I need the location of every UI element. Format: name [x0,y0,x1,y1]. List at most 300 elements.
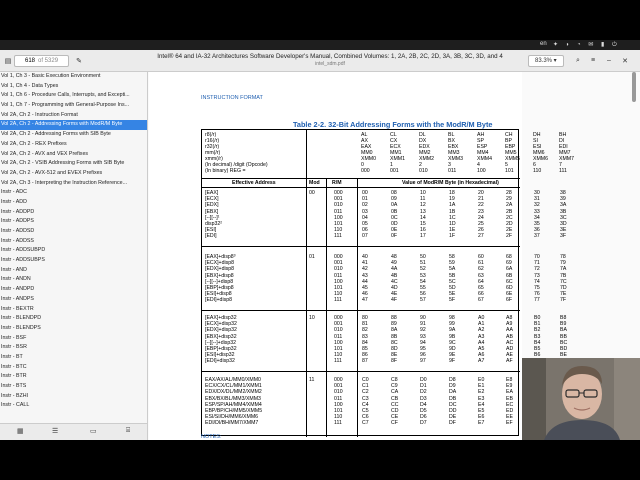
modrm-value-cell: 2D [506,221,513,227]
effective-address-cell: [ESI]+disp32 [205,352,235,359]
annotations-icon[interactable]: ▭ [90,428,97,435]
effective-address-cell: [ECX] [205,196,219,203]
outline-item[interactable]: Instr - BLENDPS [1,324,41,331]
modrm-value-cell: C8 [391,377,398,383]
modrm-value-cell: 1D [449,221,456,227]
outline-item[interactable]: Instr - ADDSUBPD [1,247,46,254]
modrm-value-cell: 21 [478,196,484,203]
outline-item[interactable]: Vol 1, Ch 3 - Basic Execution Environment [1,73,101,79]
register-header-cell: MM3 [448,150,460,156]
outline-item[interactable]: Vol 2A, Ch 2 - REX Prefixes [1,140,67,147]
modrm-value-cell: DF [449,420,456,427]
system-tray-icons[interactable]: ✦ ◗ ◔ ✉ ▮ ⏻ [553,42,620,48]
outline-item[interactable]: Instr - BLENDPD [1,315,42,322]
modrm-value-cell: 0B [391,208,398,215]
effective-address-cell: [--][--]¹ [205,214,220,221]
effective-address-cell: [--][--]+disp32 [205,339,236,346]
close-icon[interactable]: ✕ [622,57,628,65]
modrm-value-cell: 89 [391,321,397,328]
rm-cell: 001 [334,260,343,267]
rm-cell: 101 [334,346,343,352]
register-header-label: xmm(/r) [205,156,223,162]
modrm-value-cell: 16 [420,227,426,234]
outline-item[interactable]: Vol 2A, Ch 2 - Addressing Forms with SIB Byte [1,131,111,138]
modrm-value-cell: D6 [420,414,427,421]
outline-item[interactable]: Instr - ADDPS [1,218,34,225]
rm-cell: 100 [334,339,343,346]
outline-item[interactable]: Vol 1, Ch 7 - Programming with General-Purpose Ins... [1,102,130,109]
outline-item[interactable]: Vol 1, Ch 6 - Procedure Calls, Interrupts, and Excepti... [1,92,130,99]
modrm-value-cell: 84 [362,339,368,346]
modrm-value-cell: 6F [506,297,513,304]
thumbnails-icon[interactable]: ▦ [17,428,24,435]
modrm-value-cell: 2B [506,208,513,215]
modrm-value-cell: 06 [362,227,368,234]
modrm-value-cell: E9 [506,383,513,390]
modrm-value-cell: D8 [449,377,456,383]
effective-address-cell: EBP/BP/CH/MM5/XMM5 [205,408,263,414]
effective-address-cell: [EDX] [205,202,219,209]
modrm-value-cell: 50 [420,254,426,260]
modrm-value-cell: 43 [362,272,368,279]
modrm-value-cell: 55 [420,285,426,291]
modrm-value-cell: 42 [362,266,368,273]
table-rule [326,178,327,437]
modrm-value-cell: 91 [420,321,426,328]
modrm-value-cell: 10 [420,190,426,196]
sidebar-toggle-icon[interactable]: ▤ [4,57,12,65]
modrm-value-cell: 9A [449,327,456,334]
modrm-value-cell: 9E [449,352,456,359]
outline-item[interactable]: Instr - AND [1,266,27,273]
modrm-value-cell: 5B [449,272,456,279]
modrm-value-cell: 1F [449,233,456,240]
column-modrm-value: Value of ModR/M Byte (in Hexadecimal) [402,180,499,186]
outline-item[interactable]: Instr - ADC [1,189,27,196]
modrm-value-cell: 63 [478,272,484,279]
modrm-value-cell: DE [449,414,457,421]
rm-cell: 100 [334,214,343,221]
rm-cell: 011 [334,395,343,402]
modrm-value-cell: B3 [534,333,541,340]
modrm-value-cell: 57 [420,297,426,304]
current-page[interactable]: 618 [25,58,36,64]
modrm-value-cell: AB [506,333,513,340]
register-header-cell: MM5 [505,150,517,156]
modrm-value-cell: 7F [560,297,567,304]
outline-item[interactable]: Instr - BSF [1,334,27,341]
modrm-value-cell: 95 [420,346,426,352]
modrm-value-cell: 61 [478,260,484,267]
rm-cell: 101 [334,221,343,227]
outline-item[interactable]: Instr - BEXTR [1,305,34,312]
modrm-value-cell: 19 [449,196,455,203]
outline-item[interactable]: Vol 1, Ch 4 - Data Types [1,82,59,89]
zoom-level: 83.3% [535,58,553,64]
modrm-value-cell: 53 [420,272,426,279]
modrm-value-cell: BE [560,352,567,359]
modrm-value-cell: D7 [420,420,427,427]
modrm-value-cell: 73 [534,272,540,279]
modrm-value-cell: A1 [478,321,485,328]
page-number-field[interactable] [14,55,69,67]
modrm-value-cell: 97 [420,358,426,365]
rm-cell: 000 [334,254,343,260]
outline-item[interactable]: Instr - ANDPD [1,286,35,293]
register-header-cell: EDX [419,144,430,150]
modrm-value-cell: AD [506,346,514,352]
modrm-value-cell: 6D [506,285,513,291]
mod-value: 10 [309,315,315,321]
rm-cell: 000 [334,190,343,196]
modrm-value-cell: 11 [420,196,426,203]
menu-icon[interactable]: ≡ [590,57,596,64]
modrm-value-cell: 36 [534,227,540,234]
effective-address-cell: [ESI] [205,227,217,234]
effective-address-cell: [ECX]+disp8 [205,260,234,267]
modrm-value-cell: 18 [449,190,455,196]
language-indicator[interactable]: en [540,41,547,47]
modrm-value-cell: B9 [560,321,567,328]
rm-cell: 100 [334,401,343,408]
modrm-value-cell: 94 [420,339,426,346]
modrm-value-cell: EA [506,389,513,396]
rm-cell: 100 [334,278,343,285]
outline-item[interactable]: Vol 2A, Ch 2 - AVX-512 and EVEX Prefixes [1,169,103,176]
modrm-value-cell: B4 [534,339,541,346]
register-header-cell: XMM3 [448,156,463,162]
effective-address-cell: ESI/SI/DH/MM6/XMM6 [205,414,259,421]
modrm-value-cell: 2E [506,227,513,234]
effective-address-cell: EBX/BX/BL/MM3/XMM3 [205,395,261,402]
outline-item[interactable]: Instr - ADD [1,198,27,205]
effective-address-cell: [EBP]+disp32 [205,346,237,352]
register-header-cell: BX [448,138,455,144]
outline-item[interactable]: Instr - ADDSS [1,237,34,244]
outline-icon[interactable]: ☰ [52,428,59,435]
modrm-value-cell: 9D [449,346,456,352]
modrm-value-cell: D2 [420,389,427,396]
modrm-value-cell: D4 [420,401,427,408]
modrm-value-cell: 4B [391,272,398,279]
modrm-value-cell: D3 [420,395,427,402]
register-header-cell: 0 [361,162,364,168]
register-header-cell: CL [390,132,397,138]
modrm-value-cell: 54 [420,278,426,285]
modrm-value-cell: 90 [420,315,426,321]
register-header-cell: MM2 [419,150,431,156]
modrm-value-cell: AF [506,358,513,365]
modrm-value-cell: 7D [560,285,567,291]
document-page[interactable] [149,72,574,440]
rm-cell: 101 [334,408,343,414]
mod-value: 01 [309,254,315,260]
modrm-value-cell: 6A [506,266,513,273]
modrm-value-cell: 72 [534,266,540,273]
rm-cell: 001 [334,196,343,203]
modrm-value-cell: EF [506,420,513,427]
register-header-cell: 6 [533,162,536,168]
outline-item[interactable]: Instr - BSR [1,344,27,351]
modrm-value-cell: 4F [391,297,398,304]
modrm-value-cell: 5C [449,278,456,285]
register-header-cell: DH [533,132,541,138]
outline-item[interactable]: Instr - BT [1,353,23,360]
modrm-value-cell: 00 [362,190,368,196]
modrm-value-cell: EC [506,401,514,408]
rm-cell: 111 [334,420,342,427]
modrm-value-cell: 3E [560,227,567,234]
modrm-value-cell: 34 [534,214,540,221]
table-rule [202,310,520,311]
bookmarks-icon[interactable]: ⌸ [126,427,131,434]
modrm-value-cell: 83 [362,333,368,340]
modrm-value-cell: 02 [362,202,368,209]
modrm-value-cell: 3D [560,221,567,227]
modrm-value-cell: A7 [478,358,485,365]
effective-address-cell: [EBP]+disp8 [205,285,234,291]
modrm-value-cell: DD [449,408,457,414]
modrm-value-cell: 8E [391,352,398,359]
modrm-value-cell: DA [449,389,457,396]
modrm-value-cell: C6 [362,414,369,421]
modrm-value-cell: 41 [362,260,368,267]
modrm-value-cell: 64 [478,278,484,285]
modrm-value-cell: 9C [449,339,456,346]
modrm-value-cell: 80 [362,315,368,321]
register-header-cell: ESP [477,144,488,150]
effective-address-cell: ESP/SP/AH/MM4/XMM4 [205,401,262,408]
outline-item[interactable]: Instr - BZHI [1,392,29,399]
modrm-table [201,129,574,436]
register-header-cell: SI [533,138,538,144]
register-header-cell: MM0 [361,150,373,156]
modrm-value-cell: CD [391,408,399,414]
modrm-value-cell: 03 [362,208,368,215]
system-top-bar [0,40,640,50]
modrm-value-cell: 87 [362,358,368,365]
modrm-value-cell: E4 [478,401,485,408]
register-header-cell: EDI [559,144,568,150]
outline-item[interactable]: Instr - ADDSUBPS [1,257,45,264]
modrm-value-cell: 5D [449,285,456,291]
modrm-value-cell: 93 [420,333,426,340]
modrm-value-cell: 9F [449,358,456,365]
register-header-cell: 7 [559,162,562,168]
modrm-value-cell: 37 [534,233,540,240]
table-caption: Table 2-2. 32-Bit Addressing Forms with the ModR/M Byte [293,120,493,129]
effective-address-cell: [EBX] [205,208,219,215]
modrm-value-cell: C3 [362,395,369,402]
modrm-value-cell: E1 [478,383,485,390]
mod-value: 00 [309,190,315,196]
register-header-cell: MM6 [533,150,545,156]
modrm-value-cell: 09 [391,196,397,203]
rm-cell: 011 [334,272,343,279]
modrm-value-cell: 49 [391,260,397,267]
register-header-cell: AX [361,138,368,144]
rm-cell: 000 [334,315,343,321]
register-header-cell: BL [448,132,455,138]
modrm-value-cell: 46 [362,291,368,298]
effective-address-cell: [EDI]+disp8 [205,297,232,304]
outline-item[interactable]: Vol 2A, Ch 2 - Addressing Forms with ModR/M Byte [0,120,147,130]
modrm-value-cell: 8C [391,339,398,346]
modrm-value-cell: A3 [478,333,485,340]
modrm-value-cell: 60 [478,254,484,260]
modrm-value-cell: 4E [391,291,398,298]
modrm-value-cell: 5E [449,291,456,298]
modrm-value-cell: 74 [534,278,540,285]
document-title: Intel® 64 and IA-32 Architectures Software Developer's Manual, Combined Volumes: 1, 2A, 2B, 2C, 2D, 3A, 3B, 3C, 3D, and 4 [157,53,503,60]
rm-cell: 000 [334,377,343,383]
modrm-value-cell: BD [560,346,568,352]
register-header-cell: 001 [390,168,399,174]
modrm-value-cell: A2 [478,327,485,334]
modrm-value-cell: 0D [391,221,398,227]
register-header-cell: MM4 [477,150,489,156]
modrm-value-cell: 7B [560,272,567,279]
modrm-value-cell: A0 [478,315,485,321]
document-scrollbar[interactable] [632,72,636,102]
outline-item[interactable]: Vol 2A, Ch 2 - Instruction Format [1,111,78,118]
modrm-value-cell: D0 [420,377,427,383]
modrm-value-cell: 2C [506,214,513,221]
modrm-value-cell: 8F [391,358,398,365]
modrm-value-cell: 0E [391,227,398,234]
register-header-label: mm(/r) [205,150,221,156]
modrm-value-cell: 23 [478,208,484,215]
modrm-value-cell: 56 [420,291,426,298]
modrm-value-cell: 75 [534,285,540,291]
register-header-cell: 100 [477,168,486,174]
rm-cell: 001 [334,321,343,328]
outline-item[interactable]: Vol 2A, Ch 3 - Interpreting the Instruction Reference... [1,179,128,186]
modrm-value-cell: 1E [449,227,456,234]
rm-cell: 011 [334,208,343,215]
modrm-value-cell: 25 [478,221,484,227]
modrm-value-cell: 7A [560,266,567,273]
outline-item[interactable]: Instr - BTS [1,383,27,389]
register-header-cell: 2 [419,162,422,168]
register-header-cell: ECX [390,144,401,150]
modrm-value-cell: 20 [478,190,484,196]
notes-heading: NOTES: [201,434,222,440]
modrm-value-cell: 96 [420,352,426,359]
outline-item[interactable]: Instr - BTR [1,373,27,380]
modrm-value-cell: B5 [534,346,541,352]
table-rule [202,178,520,179]
section-heading: INSTRUCTION FORMAT [201,95,263,101]
modrm-value-cell: 24 [478,214,484,221]
zoom-select[interactable]: 83.3% ▾ [528,55,564,67]
outline-item[interactable]: Instr - ANDN [1,276,31,283]
modrm-value-cell: 5F [449,297,456,304]
register-header-cell: 110 [533,168,542,174]
modrm-value-cell: 3B [560,208,567,215]
modrm-value-cell: 48 [391,254,397,260]
modrm-value-cell: E0 [478,377,485,383]
webcam-overlay [522,358,640,440]
modrm-value-cell: 12 [420,202,426,209]
table-rule [357,178,358,437]
register-header-cell: XMM4 [477,156,492,162]
modrm-value-cell: 32 [534,202,540,209]
modrm-value-cell: 6C [506,278,513,285]
modrm-value-cell: 85 [362,346,368,352]
modrm-value-cell: B8 [560,315,567,321]
register-header-cell: 1 [390,162,393,168]
outline-item[interactable]: Instr - ADDPD [1,208,35,215]
modrm-value-cell: 3F [560,233,567,240]
register-header-cell: XMM5 [505,156,520,162]
modrm-value-cell: 62 [478,266,484,273]
modrm-value-cell: 81 [362,321,368,328]
effective-address-cell: [--][--]+disp8 [205,278,234,285]
outline-item[interactable]: Vol 2A, Ch 2 - VSIB Addressing Forms with SIB Byte [1,160,125,167]
annotate-pen-icon[interactable]: ✎ [76,57,82,65]
register-header-label: r8(/r) [205,132,217,138]
modrm-value-cell: B2 [534,327,541,334]
modrm-value-cell: 7C [560,278,567,285]
modrm-value-cell: 88 [391,315,397,321]
modrm-value-cell: 98 [449,315,455,321]
modrm-value-cell: 5A [449,266,456,273]
modrm-value-cell: 4D [391,285,398,291]
register-header-cell: CX [390,138,398,144]
outline-item[interactable]: Instr - ANDPS [1,295,34,302]
modrm-value-cell: 51 [420,260,426,267]
effective-address-cell: [EDI]+disp32 [205,358,235,365]
register-header-cell: 111 [559,168,567,174]
outline-item[interactable]: Instr - ADDSD [1,228,35,234]
register-header-cell: AL [361,132,368,138]
register-header-cell: MM7 [559,150,571,156]
modrm-value-cell: 3C [560,214,567,221]
rm-cell: 010 [334,389,343,396]
register-header-cell: 010 [419,168,428,174]
modrm-value-cell: 22 [478,202,484,209]
effective-address-cell: EDI/DI/BH/MM7/XMM7 [205,420,259,427]
modrm-value-cell: 13 [420,208,426,215]
modrm-value-cell: 69 [506,260,512,267]
outline-item[interactable]: Vol 2A, Ch 2 - AVX and VEX Prefixes [1,150,89,157]
modrm-value-cell: 27 [478,233,484,240]
modrm-value-cell: B0 [534,315,541,321]
modrm-value-cell: E5 [478,408,485,414]
rm-cell: 111 [334,233,342,240]
modrm-value-cell: AC [506,339,514,346]
search-icon[interactable]: ⌕ [576,56,580,64]
register-header-cell: EAX [361,144,372,150]
modrm-value-cell: D9 [449,383,456,390]
effective-address-cell: [EDI] [205,233,217,240]
outline-item[interactable]: Instr - BTC [1,363,27,370]
register-header-cell: AH [477,132,485,138]
modrm-value-cell: 44 [362,278,368,285]
modrm-value-cell: 35 [534,221,540,227]
minimize-icon[interactable]: – [607,57,611,64]
modrm-value-cell: C4 [362,401,369,408]
modrm-value-cell: 67 [478,297,484,304]
outline-item[interactable]: Instr - CALL [1,402,30,409]
modrm-value-cell: CF [391,420,398,427]
modrm-value-cell: C5 [362,408,369,414]
rm-cell: 011 [334,333,343,340]
effective-address-cell: [ESI]+disp8 [205,291,232,298]
column-mod: Mod [309,180,320,186]
rm-cell: 010 [334,266,343,273]
